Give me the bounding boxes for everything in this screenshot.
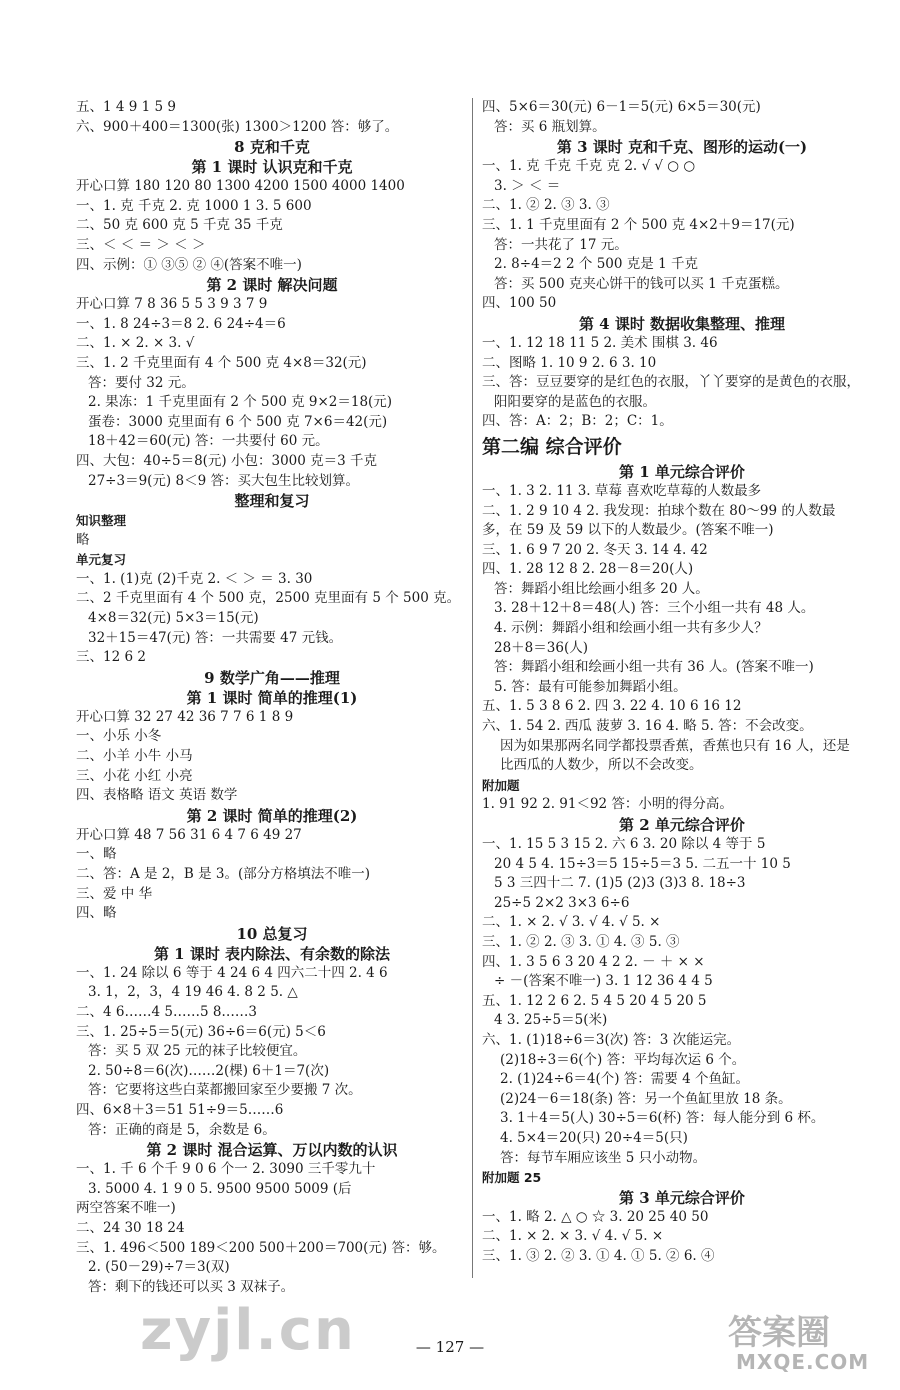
answer-line: 答：舞蹈小组和绘画小组一共有 36 人。(答案不唯一): [494, 659, 814, 676]
answer-line: 1. 91 92 2. 91＜92 答：小明的得分高。: [482, 796, 733, 813]
section-heading: 8 克和千克: [234, 138, 310, 157]
section-heading: 10 总复习: [236, 924, 308, 943]
answer-line: 四、略: [76, 905, 117, 922]
answer-line: 答：买 500 克夹心饼干的钱可以买 1 千克蛋糕。: [494, 275, 789, 292]
answer-line: 三、1. 1 千克里面有 2 个 500 克 4×2＋9＝17(元): [482, 216, 795, 233]
answer-line: 答：要付 32 元。: [88, 374, 195, 391]
answer-line: 阳阳要穿的是蓝色的衣服。: [494, 393, 656, 410]
subsection-label: 知识整理: [76, 513, 127, 529]
answer-line: 三、1. 6 9 7 20 2. 冬天 3. 14 4. 42: [482, 541, 708, 558]
subsection-label: 附加题: [482, 777, 520, 793]
answer-line: 二、图略 1. 10 9 2. 6 3. 10: [482, 354, 657, 371]
section-heading: 第 1 课时 表内除法、有余数的除法: [153, 944, 391, 963]
right-column: [482, 98, 882, 1266]
part-title: 第二编 综合评价: [482, 435, 622, 458]
answer-line: 四、大包：40÷5＝8(元) 小包：3000 克＝3 千克: [76, 452, 378, 469]
answer-line: 五、1. 5 3 8 6 2. 四 3. 22 4. 10 6 16 12: [482, 698, 742, 715]
answer-line: 一、小乐 小冬: [76, 728, 162, 745]
answer-line: 略: [76, 531, 90, 548]
answer-line: 二、50 克 600 克 5 千克 35 千克: [76, 217, 283, 234]
answer-line: 四、1. 28 12 8 2. 28－8＝20(人): [482, 561, 694, 578]
answer-line: 四、5×6＝30(元) 6－1＝5(元) 6×5＝30(元): [482, 99, 761, 115]
answer-line: 3. 1，2，3，4 19 46 4. 8 2 5. △: [88, 984, 298, 1001]
section-heading: 第 4 课时 数据收集整理、推理: [578, 314, 786, 333]
answer-line: 答：每节车厢应该坐 5 只小动物。: [500, 1149, 707, 1166]
answer-line: 25÷5 2×2 3×3 6÷6: [494, 894, 630, 911]
section-heading: 9 数学广角——推理: [204, 668, 340, 687]
answer-line: 二、2 千克里面有 4 个 500 克，2500 克里面有 5 个 500 克。: [76, 590, 461, 607]
answer-line: 答：舞蹈小组比绘画小组多 20 人。: [494, 580, 709, 597]
answer-line: 27÷3＝9(元) 8＜9 答：买大包生比较划算。: [88, 472, 359, 489]
answer-line: 二、1. × 2. √ 3. √ 4. √ 5. ×: [482, 914, 661, 931]
answer-line: 三、1. 496＜500 189＜200 500＋200＝700(元) 答：够。: [76, 1239, 446, 1256]
answer-line: 二、答：A 是 2，B 是 3。(部分方格填法不唯一): [76, 866, 371, 882]
section-heading: 第 2 课时 解决问题: [206, 276, 338, 295]
answer-line: 3. 28＋12＋8＝48(人) 答：三个小组一共有 48 人。: [494, 600, 815, 617]
answer-line: 3. 1＋4＝5(人) 30÷5＝6(杯) 答：每人能分到 6 杯。: [500, 1110, 825, 1127]
answer-line: (2)24－6＝18(条) 答：另一个鱼缸里放 18 条。: [500, 1090, 792, 1107]
answer-line: 四、答：A：2；B：2；C：1。: [482, 413, 673, 430]
answer-line: 2. 50÷8＝6(次)……2(棵) 6＋1＝7(次): [88, 1062, 330, 1079]
answer-line: 三、1. 25÷5＝5(元) 36÷6＝6(元) 5＜6: [76, 1023, 326, 1040]
answer-line: 六、900＋400＝1300(张) 1300＞1200 答：够了。: [76, 118, 399, 135]
answer-line: 一、1. 8 24÷3＝8 2. 6 24÷4＝6: [76, 315, 286, 332]
answer-line: 一、1. 24 除以 6 等于 4 24 6 4 四六二十四 2. 4 6: [76, 964, 388, 981]
subsection-label: 单元复习: [76, 552, 127, 568]
section-heading: 整理和复习: [234, 492, 310, 511]
answer-line: 4 3. 25÷5＝5(米): [494, 1012, 608, 1029]
answer-line: 一、1. 克 千克 千克 克 2. √ √ ○ ○: [482, 158, 696, 175]
answer-line: 一、1. 克 千克 2. 克 1000 1 3. 5 600: [76, 197, 312, 214]
answer-line: 四、表格略 语文 英语 数学: [76, 787, 238, 804]
answer-line: 2. 8÷4＝2 2 个 500 克是 1 千克: [494, 256, 698, 273]
answer-line: 18＋42＝60(元) 答：一共要付 60 元。: [88, 433, 329, 450]
section-heading: 第 1 课时 认识克和千克: [191, 158, 353, 177]
answer-line: (2)18÷3＝6(个) 答：平均每次运 6 个。: [500, 1051, 746, 1068]
answer-line: 一、1. 12 18 11 5 2. 美术 围棋 3. 46: [482, 334, 718, 351]
answer-line: 蛋卷：3000 克里面有 6 个 500 克 7×6＝42(元): [88, 413, 388, 430]
answer-line: 5. 答：最有可能参加舞蹈小组。: [494, 678, 687, 695]
page-number: — 127 —: [415, 1338, 485, 1356]
answer-line: 一、略: [76, 846, 117, 863]
column-divider: [472, 98, 473, 1278]
answer-line: 28＋8＝36(人): [494, 639, 588, 656]
answer-line: 五、1. 12 2 6 2. 5 4 5 20 4 5 20 5: [482, 992, 707, 1009]
subsection-label: 附加题 25: [482, 1170, 542, 1186]
answer-line: 一、1. 千 6 个千 9 0 6 个一 2. 3090 三千零九十: [76, 1161, 376, 1178]
answer-line: 4×8＝32(元) 5×3＝15(元): [88, 610, 259, 627]
answer-line: 四、1. 3 5 6 3 20 4 2 2. － ＋ × ×: [482, 953, 705, 970]
answer-line: 三、12 6 2: [76, 649, 146, 666]
section-heading: 第 1 课时 简单的推理(1): [186, 688, 358, 707]
answer-line: 二、小羊 小牛 小马: [76, 748, 193, 765]
answer-line: 二、1. × 2. × 3. √: [76, 335, 195, 352]
answer-line: 开心口算 32 27 42 36 7 7 6 1 8 9: [76, 708, 294, 725]
answer-line: 2. (1)24÷6＝4(个) 答：需要 4 个鱼缸。: [500, 1071, 749, 1088]
section-heading: 第 2 课时 简单的推理(2): [186, 806, 358, 825]
answer-line: 答：买 5 双 25 元的袜子比较便宜。: [88, 1043, 307, 1060]
answer-line: 二、1. × 2. × 3. √ 4. √ 5. ×: [482, 1228, 664, 1245]
section-heading: 第 3 课时 克和千克、图形的运动(一): [556, 138, 808, 157]
left-column: [76, 98, 468, 1297]
section-heading: 第 3 单元综合评价: [619, 1188, 745, 1207]
answer-line: 3. 5000 4. 1 9 0 5. 9500 9500 5009 (后: [88, 1180, 352, 1197]
answer-line: 三、爱 中 华: [76, 885, 153, 902]
answer-line: 六、1. 54 2. 西瓜 菠萝 3. 16 4. 略 5. 答：不会改变。: [482, 718, 813, 735]
answer-line: 一、1. (1)克 (2)千克 2. ＜ ＞ ＝ 3. 30: [76, 570, 313, 587]
answer-line: 因为如果那两名同学都投票香蕉，香蕉也只有 16 人，还是: [500, 737, 850, 754]
answer-line: 开心口算 48 7 56 31 6 4 7 6 49 27: [76, 826, 302, 843]
watermark-mxqe: MXQE.COM: [736, 1350, 870, 1374]
answer-line: 五、1 4 9 1 5 9: [76, 99, 176, 115]
answer-line: 二、24 30 18 24: [76, 1219, 185, 1236]
answer-line: 答：正确的商是 5，余数是 6。: [88, 1121, 276, 1138]
answer-line: 开心口算 7 8 36 5 5 3 9 3 7 9: [76, 296, 268, 313]
answer-line: 答：它要将这些白菜都搬回家至少要搬 7 次。: [88, 1082, 362, 1099]
watermark-zyjl: zyjl.cn: [140, 1298, 356, 1363]
answer-line: 二、1. ② 2. ③ 3. ③: [482, 197, 610, 214]
section-heading: 第 1 单元综合评价: [619, 462, 745, 481]
answer-line: 三、1. ③ 2. ② 3. ① 4. ① 5. ② 6. ④: [482, 1247, 715, 1264]
answer-line: 开心口算 180 120 80 1300 4200 1500 4000 1400: [76, 178, 405, 195]
answer-line: 四、6×8＋3＝51 51÷9＝5……6: [76, 1101, 284, 1118]
answer-line: 5 3 三四十二 7. (1)5 (2)3 (3)3 8. 18÷3: [494, 875, 746, 892]
answer-line: 三、答：豆豆要穿的是红色的衣服，丫丫要穿的是黄色的衣服，: [482, 374, 860, 391]
answer-line: ÷ －(答案不唯一) 3. 1 12 36 4 4 5: [494, 973, 713, 990]
answer-line: 四、示例：① ③⑤ ② ④(答案不唯一): [76, 256, 302, 273]
answer-line: 三、小花 小红 小亮: [76, 767, 193, 784]
answer-line: 多，在 59 及 59 以下的人数最少。(答案不唯一): [482, 522, 774, 539]
answer-line: 二、1. 2 9 10 4 2. 我发现：拍球个数在 80～99 的人数最: [482, 502, 836, 519]
answer-line: 4. 5×4＝20(只) 20÷4＝5(只): [500, 1129, 688, 1146]
answer-line: 三、1. ② 2. ③ 3. ① 4. ③ 5. ③: [482, 933, 680, 950]
answer-line: 3. ＞ ＜ ＝: [494, 177, 561, 194]
answer-line: 答：买 6 瓶划算。: [494, 118, 606, 135]
answer-line: 四、100 50: [482, 295, 557, 312]
answer-line: 一、1. 略 2. △ ○ ☆ 3. 20 25 40 50: [482, 1208, 709, 1225]
answer-line: 2. (50－29)÷7＝3(双): [88, 1259, 230, 1276]
answer-line: 20 4 5 4. 15÷3＝5 15÷5＝3 5. 二五一十 10 5: [494, 855, 791, 872]
answer-line: 二、4 6……4 5……5 8……3: [76, 1003, 257, 1020]
answer-line: 一、1. 15 5 3 15 2. 六 6 3. 20 除以 4 等于 5: [482, 836, 766, 852]
answer-line: 两空答案不唯一): [76, 1200, 176, 1217]
section-heading: 第 2 单元综合评价: [619, 816, 745, 834]
answer-line: 32＋15＝47(元) 答：一共需要 47 元钱。: [88, 629, 343, 646]
answer-line: 比西瓜的人数少，所以不会改变。: [500, 757, 703, 774]
answer-line: 2. 果冻：1 千克里面有 2 个 500 克 9×2＝18(元): [88, 394, 393, 411]
answer-line: 答：剩下的钱还可以买 3 双袜子。: [88, 1278, 295, 1295]
answer-line: 六、1. (1)18÷6＝3(次) 答：3 次能运完。: [482, 1031, 741, 1048]
answer-line: 一、1. 3 2. 11 3. 草莓 喜欢吃草莓的人数最多: [482, 482, 762, 499]
answer-line: 三、1. 2 千克里面有 4 个 500 克 4×8＝32(元): [76, 354, 367, 371]
answer-line: 答：一共花了 17 元。: [494, 236, 628, 253]
answer-line: 三、＜ ＜ ＝ ＞ ＜ ＞: [76, 236, 206, 253]
watermark-answer-circle: 答案圈: [728, 1313, 830, 1353]
answer-line: 4. 示例：舞蹈小组和绘画小组一共有多少人？: [494, 620, 768, 637]
section-heading: 第 2 课时 混合运算、万以内数的认识: [146, 1141, 398, 1160]
